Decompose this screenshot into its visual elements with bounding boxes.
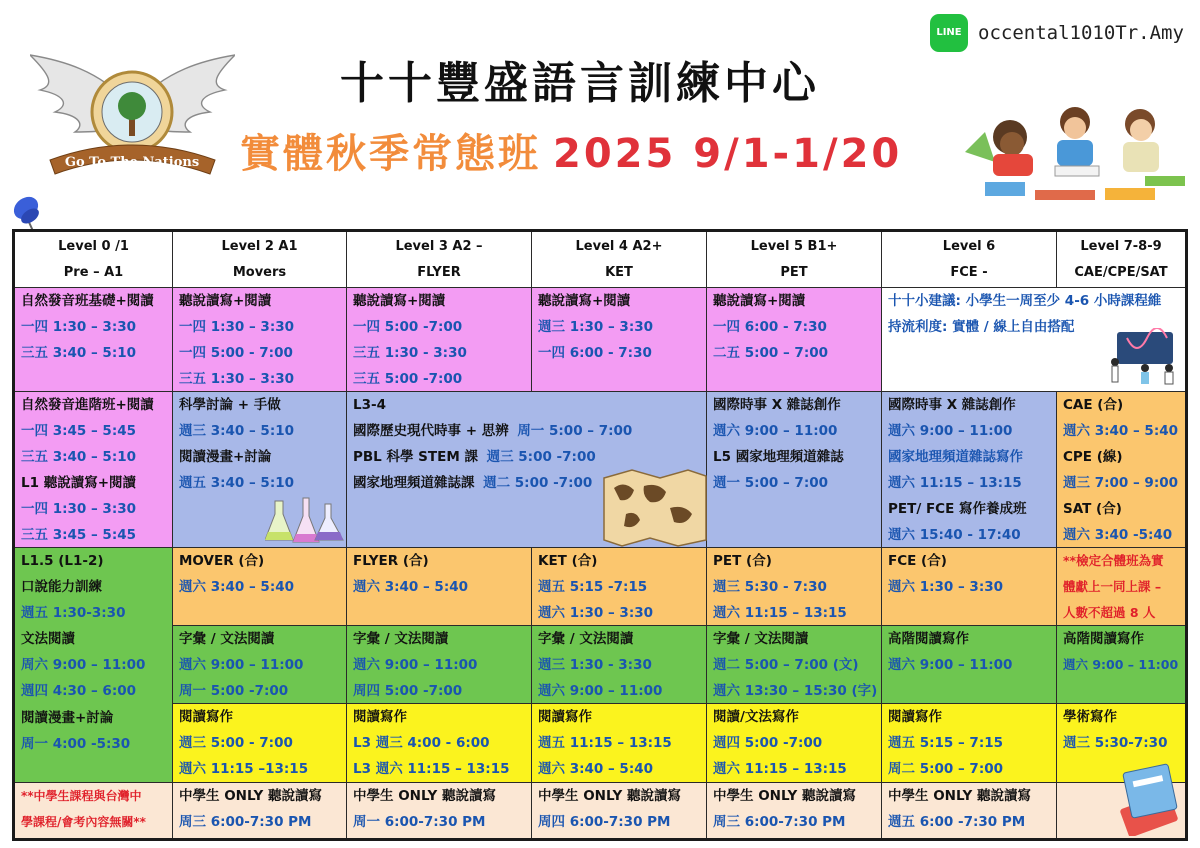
class-time: 周三 6:00-7:30 PM [713, 814, 846, 831]
header-cell [15, 232, 173, 288]
note-line: **檢定合體班為實 [1063, 553, 1164, 568]
header-cell [707, 232, 882, 288]
class-time: 週二 5:00 – 7:00 (文) [713, 657, 859, 674]
course-name: 中學生 ONLY 聽說讀寫 [179, 788, 322, 804]
class-time: 週五 5:15 -7:15 [538, 579, 648, 596]
course-name: L3-4 [353, 397, 386, 413]
class-time: 周二 5:00 – 7:00 [888, 761, 1004, 778]
header-cell [347, 232, 532, 288]
class-cell [882, 548, 1057, 626]
class-time: 周四 5:00 -7:00 [353, 683, 463, 700]
note-line: 人數不超過 8 人 [1063, 605, 1156, 621]
course-name: CAE (合) [1063, 397, 1124, 413]
level-label: Level 2 A1 [221, 238, 298, 254]
class-time: 一四 6:00 - 7:30 [713, 319, 827, 336]
class-cell [532, 783, 707, 838]
class-cell [347, 626, 532, 704]
class-time: 周六 9:00 – 11:00 [21, 657, 146, 674]
note-line: 持流利度: 實體 / 線上自由搭配 [888, 319, 1075, 336]
class-time: 一四 5:00 -7:00 [353, 319, 463, 336]
class-cell [707, 704, 882, 783]
class-cell [15, 548, 173, 783]
kids-studying-illustration [955, 92, 1195, 214]
note-line: 十十小建議: 小學生一周至少 4-6 小時課程維 [888, 293, 1162, 309]
class-cell [707, 626, 882, 704]
class-time: 週六 11:15 –13:15 [179, 761, 309, 778]
course-name: 自然發音進階班+閱讀 [21, 397, 154, 413]
course-name: FLYER (合) [353, 553, 429, 569]
class-time: 三五 3:40 – 5:10 [21, 345, 137, 362]
class-cell [347, 548, 532, 626]
class-cell [347, 704, 532, 783]
level-name: PET [780, 264, 808, 280]
class-time: 週六 9:00 – 11:00 [538, 683, 663, 700]
course-name: KET (合) [538, 553, 598, 569]
class-cell [173, 783, 347, 838]
suggestion-note [882, 288, 1185, 392]
class-time: 三五 3:40 – 5:10 [21, 449, 137, 466]
class-time: 周一 4:00 -5:30 [21, 735, 131, 752]
class-cell [173, 626, 347, 704]
class-time: 週三 5:00 - 7:00 [179, 735, 293, 752]
header-cell [882, 232, 1057, 288]
course-name: 國際歷史現代時事 + 思辨 [353, 423, 509, 440]
level-label: Level 5 B1+ [750, 238, 838, 254]
logo-text: Go To The Nations [64, 155, 200, 170]
class-time: 一四 1:30 – 3:30 [21, 501, 137, 518]
class-time: 一四 5:00 - 7:00 [179, 345, 293, 362]
course-name: 字彙 / 文法閱讀 [538, 631, 634, 647]
course-name: 中學生 ONLY 聽說讀寫 [888, 788, 1031, 804]
course-name: 科學討論 + 手做 [179, 397, 281, 413]
course-name: 中學生 ONLY 聽說讀寫 [713, 788, 856, 804]
course-name: FCE (合) [888, 553, 947, 569]
class-cell [707, 783, 882, 838]
class-cell [173, 704, 347, 783]
class-time: 週六 3:40 – 5:40 [353, 579, 469, 596]
class-time: 週四 5:00 -7:00 [713, 735, 823, 752]
class-time: 一四 1:30 – 3:30 [21, 319, 137, 336]
class-cell [15, 288, 173, 392]
class-time: 週六 9:00 – 11:00 [179, 657, 304, 674]
class-time: 周三 6:00-7:30 PM [179, 814, 312, 831]
exam-class-note [1057, 548, 1185, 626]
course-name: L1 聽說讀寫+閱讀 [21, 475, 137, 492]
class-time: 週六 3:40 -5:40 [1063, 527, 1173, 544]
level-name: FCE - [950, 264, 988, 280]
course-name: 聽說讀寫+閱讀 [179, 293, 272, 309]
level-name: Pre – A1 [63, 264, 124, 280]
class-time: 一四 6:00 - 7:30 [538, 345, 652, 362]
class-cell [882, 626, 1057, 704]
level-name: FLYER [417, 264, 461, 280]
class-cell [707, 288, 882, 392]
course-name: 閱讀漫畫+討論 [21, 709, 114, 726]
course-name: 字彙 / 文法閱讀 [353, 631, 449, 647]
course-name: PBL 科學 STEM 課 [353, 449, 478, 466]
class-time: 週三 1:30 – 3:30 [538, 319, 654, 336]
class-time: 週六 9:00 – 11:00 [713, 423, 838, 440]
level-label: Level 6 [942, 238, 996, 254]
class-time: 週五 3:40 – 5:10 [179, 475, 295, 492]
class-time: 週六 1:30 – 3:30 [888, 579, 1004, 596]
class-cell [882, 392, 1057, 548]
class-time: 周一 6:00-7:30 PM [353, 814, 486, 831]
course-name: 中學生 ONLY 聽說讀寫 [353, 788, 496, 804]
course-name: 國家地理頻道雜誌課 [353, 475, 475, 492]
term-name: 實體秋季常態班 [240, 131, 541, 177]
course-name: 聽說讀寫+閱讀 [538, 293, 631, 309]
level-name: CAE/CPE/SAT [1074, 264, 1168, 280]
course-name: 文法閱讀 [21, 631, 75, 648]
class-time: 三五 1:30 – 3:30 [179, 371, 295, 388]
course-name: 國際時事 X 雜誌創作 [713, 397, 841, 413]
course-name: SAT (合) [1063, 501, 1122, 518]
note-line: **中學生課程與台灣中 [21, 789, 142, 803]
class-time: 周一 5:00 – 7:00 [517, 423, 633, 440]
class-time: 週六 9:00 – 11:00 [1063, 657, 1179, 673]
level-label: Level 7-8-9 [1080, 238, 1162, 254]
class-time: 週六 11:15 – 13:15 [713, 605, 847, 622]
course-name: 高階閱讀寫作 [1063, 631, 1144, 647]
header-cell [173, 232, 347, 288]
class-time: 週六 11:15 – 13:15 [888, 475, 1022, 492]
class-cell [532, 288, 707, 392]
class-time: 週三 5:30-7:30 [1063, 735, 1168, 752]
world-map-icon [600, 464, 710, 548]
level-label: Level 0 /1 [58, 238, 129, 254]
class-cell [347, 783, 532, 838]
class-cell [1057, 626, 1185, 704]
class-time: 一四 1:30 – 3:30 [179, 319, 295, 336]
date-range: 2025 9/1-1/20 [553, 131, 903, 177]
class-time: 週五 5:15 – 7:15 [888, 735, 1004, 752]
course-name: PET/ FCE 寫作養成班 [888, 501, 1027, 518]
course-name: 閱讀漫畫+討論 [179, 449, 272, 466]
class-time: 三五 3:45 – 5:45 [21, 527, 137, 544]
page-title: 十十豐盛語言訓練中心 [340, 58, 820, 109]
note-line: 學課程/會考內容無關** [21, 815, 146, 830]
schedule-table [12, 229, 1188, 841]
level-name: KET [605, 264, 633, 280]
class-cell [532, 626, 707, 704]
note-line: 體獻上一同上課 – [1063, 579, 1162, 595]
class-cell [1057, 392, 1185, 548]
course-name: L5 國家地理頻道雜誌 [713, 449, 844, 466]
class-time: 週五 6:00 -7:30 PM [888, 814, 1026, 831]
class-time: 週三 5:00 -7:00 [486, 449, 596, 466]
course-name: 學術寫作 [1063, 709, 1117, 725]
course-name: 口說能力訓練 [21, 579, 102, 596]
class-time: 週三 3:40 – 5:10 [179, 423, 295, 440]
course-name: 閱讀寫作 [353, 709, 407, 725]
class-time: 週六 15:40 - 17:40 [888, 527, 1021, 544]
level-name: Movers [232, 264, 287, 280]
class-time: 周一 5:00 -7:00 [179, 683, 289, 700]
course-name: 字彙 / 文法閱讀 [179, 631, 275, 647]
class-time: 週六 3:40 – 5:40 [538, 761, 654, 778]
middle-school-note [15, 783, 173, 838]
class-cell [532, 548, 707, 626]
course-name: 閱讀寫作 [179, 709, 233, 725]
class-cell [15, 392, 173, 548]
class-time: L3 週六 11:15 – 13:15 [353, 761, 510, 778]
class-time: L3 週三 4:00 - 6:00 [353, 735, 490, 752]
class-time: 週四 4:30 – 6:00 [21, 683, 137, 700]
header-cell [532, 232, 707, 288]
class-time: 週三 7:00 – 9:00 [1063, 475, 1179, 492]
class-time: 週六 9:00 – 11:00 [888, 423, 1013, 440]
class-cell [532, 704, 707, 783]
class-time: 一四 3:45 – 5:45 [21, 423, 137, 440]
class-time: 週三 5:30 - 7:30 [713, 579, 827, 596]
course-name: 自然發音班基礎+閱讀 [21, 293, 154, 309]
books-icon [1113, 760, 1185, 836]
line-id[interactable]: occental1010Tr.Amy [978, 22, 1184, 44]
page-subtitle [240, 126, 902, 182]
class-cell [882, 704, 1057, 783]
level-label: Level 4 A2+ [575, 238, 663, 254]
class-time: 週三 1:30 - 3:30 [538, 657, 652, 674]
course-name: PET (合) [713, 553, 772, 569]
class-cell [173, 288, 347, 392]
class-time: 週一 5:00 – 7:00 [713, 475, 829, 492]
class-time: 週六 9:00 – 11:00 [888, 657, 1013, 674]
lab-scientists-icon [1107, 328, 1179, 386]
class-time: 三五 1:30 - 3:30 [353, 345, 467, 362]
class-time: 週六 3:40 – 5:40 [1063, 423, 1179, 440]
wings-logo-icon [30, 50, 235, 180]
class-cell [707, 392, 882, 548]
class-cell [173, 548, 347, 626]
class-time: 週六 1:30 – 3:30 [538, 605, 654, 622]
course-name: CPE (線) [1063, 449, 1123, 466]
class-time: 三五 5:00 -7:00 [353, 371, 463, 388]
level-label: Level 3 A2 – [395, 238, 483, 254]
course-row [353, 418, 700, 444]
course-name: 閱讀/文法寫作 [713, 709, 799, 725]
class-time: 週二 5:00 -7:00 [483, 475, 593, 492]
class-cell [173, 392, 347, 548]
class-time: 週五 11:15 – 13:15 [538, 735, 672, 752]
class-time: 二五 5:00 – 7:00 [713, 345, 829, 362]
course-name: 聽說讀寫+閱讀 [713, 293, 806, 309]
class-time: 週六 11:15 – 13:15 [713, 761, 847, 778]
course-name: 國家地理頻道雜誌寫作 [888, 449, 1023, 466]
class-cell [882, 783, 1057, 838]
course-name: 閱讀寫作 [538, 709, 592, 725]
course-name: 閱讀寫作 [888, 709, 942, 725]
course-name: 中學生 ONLY 聽說讀寫 [538, 788, 681, 804]
class-cell [347, 288, 532, 392]
line-app-icon[interactable]: LINE [930, 14, 968, 52]
class-time: 周四 6:00-7:30 PM [538, 814, 671, 831]
class-cell [707, 548, 882, 626]
course-name: 高階閱讀寫作 [888, 631, 969, 647]
class-time: 週六 13:30 – 15:30 (字) [713, 683, 878, 700]
course-name: 國際時事 X 雜誌創作 [888, 397, 1016, 413]
course-name: 聽說讀寫+閱讀 [353, 293, 446, 309]
flasks-icon [265, 496, 345, 546]
course-name: L1.5 (L1-2) [21, 553, 104, 569]
class-time: 週六 9:00 – 11:00 [353, 657, 478, 674]
class-time: 週六 3:40 – 5:40 [179, 579, 295, 596]
course-name: MOVER (合) [179, 553, 265, 569]
header-cell [1057, 232, 1185, 288]
course-name: 字彙 / 文法閱讀 [713, 631, 809, 647]
class-time: 週五 1:30-3:30 [21, 605, 126, 622]
